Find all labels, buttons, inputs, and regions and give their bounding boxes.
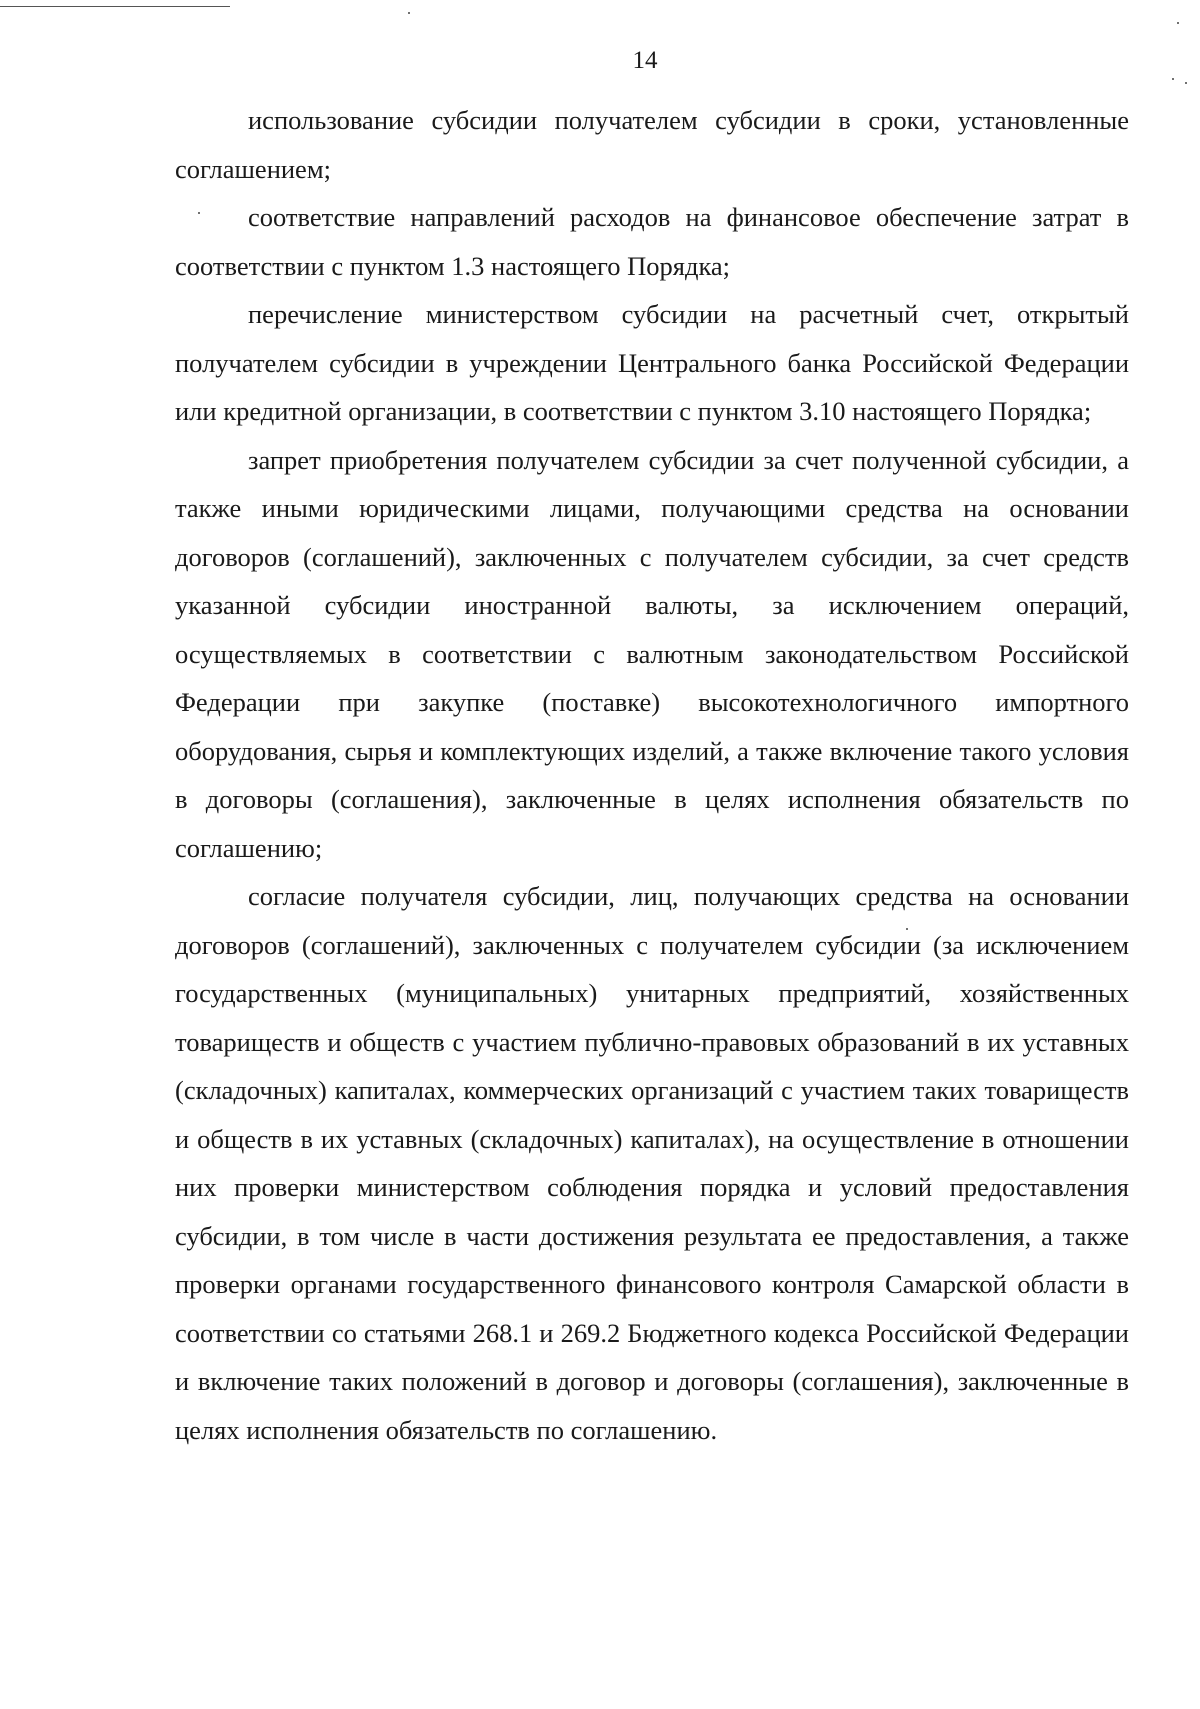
paragraph-expense-directions: соответствие направлений расходов на финансовое обеспечение затрат в соответствии с пунктом 1.3 настоящего Порядка; [175,202,1129,281]
paragraph-subsidy-transfer: перечисление министерством субсидии на расчетный счет, открытый получателем субсидии в учреждении Центрального банка Российской Федерации или кредитной организации, в соответствии с пунктом 3.10 настоящего Порядка; [175,299,1129,426]
paragraph-inspection-consent: согласие получателя субсидии, лиц, получающих средства на основании договоров (соглашений), заключенных с получателем субсидии (за исключением государственных (муниципальных) унитарных предприятий, хозяйственных товариществ и обществ с участием публично-правовых образований в их уставных (складочных) капиталах, коммерческих организаций с участием таких товариществ и обществ в их уставных (складочных) капиталах), на осуществление в отношении них проверки министерством соблюдения порядка и условий предоставления субсидии, в том числе в части достижения результата ее предоставления, а также проверки органами государственного финансового контроля Самарской области в соответствии со статьями 268.1 и 269.2 Бюджетного кодекса Российской Федерации и включение таких положений в договор и договоры (соглашения), заключенные в целях исполнения обязательств по соглашению. [175,881,1129,1445]
scan-speck [1185,82,1187,84]
paragraph-foreign-currency-ban: запрет приобретения получателем субсидии за счет полученной субсидии, а также иными юридическими лицами, получающими средства на основании договоров (соглашений), заключенных с получателем субсидии, за счет средств указанной субсидии иностранной валюты, за исключением операций, осуществляемых в соответствии с валютным законодательством Российской Федерации при закупке (поставке) высокотехнологичного импортного оборудования, сырья и комплектующих изделий, а также включение такого условия в договоры (соглашения), заключенные в целях исполнения обязательств по соглашению; [175,444,1129,863]
paragraph-subsidy-usage-deadline: использование субсидии получателем субсидии в сроки, установленные соглашением; [175,105,1129,184]
document-body [175,96,1129,1454]
scan-speck [408,12,410,14]
scan-speck [1177,22,1179,24]
scan-edge-line [0,6,230,7]
page-number: 14 [632,47,658,74]
scan-speck [1172,78,1174,80]
